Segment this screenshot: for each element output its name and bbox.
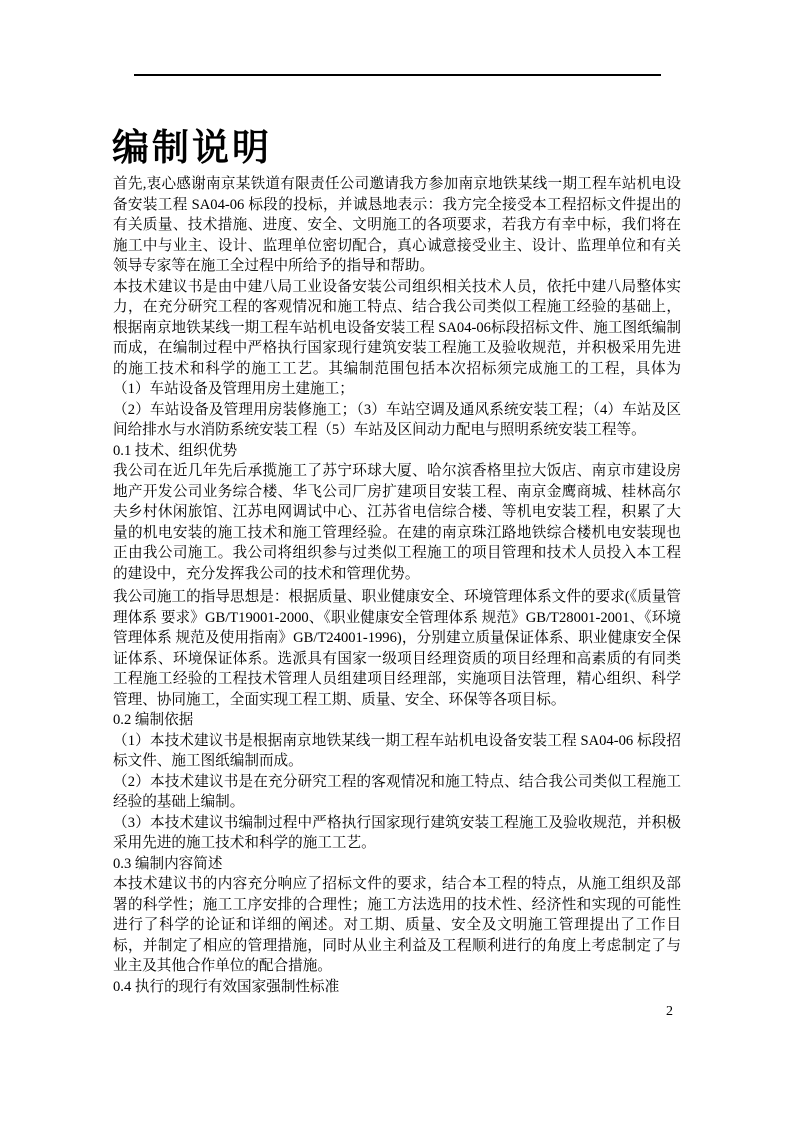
paragraph: 我公司施工的指导思想是：根据质量、职业健康安全、环境管理体系文件的要求(《质量管理体系 要求》GB/T19001-2000、《职业健康安全管理体系 规范》GB/T28001-2001、《环境管理体系 规范及使用指南》GB/T24001-1996)，分别建立质量保证体系、职业健康安全保证体系、环境保证体系。选派具有国家一级项目经理资质的项目经理和高素质的有同类工程施工经验的工程技术管理人员组建项目经理部，实施项目法管理，精心组织、科学管理、协同施工，全面实现工程工期、质量、安全、环保等各项目标。 — [113, 589, 681, 708]
paragraph: 本技术建议书的内容充分响应了招标文件的要求，结合本工程的特点，从施工组织及部署的科学性；施工工序安排的合理性；施工方法选用的技术性、经济性和实现的可能性进行了科学的论证和详细的阐述。对工期、质量、安全及文明施工管理提出了工作目标，并制定了相应的管理措施，同时从业主利益及工程顺利进行的角度上考虑制定了与业主及其他合作单位的配合措施。 — [113, 876, 681, 974]
page-number: 2 — [666, 1004, 673, 1019]
header-rule — [134, 74, 661, 76]
paragraph: （2）本技术建议书是在充分研究工程的客观情况和施工特点、结合我公司类似工程施工经验的基础上编制。 — [113, 773, 681, 810]
section-heading: 0.4 执行的现行有效国家强制性标准 — [113, 978, 340, 995]
paragraph: （3）本技术建议书编制过程中严格执行国家现行建筑安装工程施工及验收规范，并积极采用先进的施工技术和科学的施工工艺。 — [113, 814, 681, 851]
page-title: 编制说明 — [112, 127, 272, 169]
section-heading: 0.1 技术、组织优势 — [113, 442, 238, 459]
paragraph: （2）车站设备及管理用房装修施工；（3）车站空调及通风系统安装工程；（4）车站及区间给排水与水消防系统安装工程（5）车站及区间动力配电与照明系统安装工程等。 — [113, 401, 681, 438]
paragraph: （1）本技术建议书是根据南京地铁某线一期工程车站机电设备安装工程 SA04-06 标段招标文件、施工图纸编制而成。 — [113, 732, 681, 769]
document-body — [113, 174, 681, 997]
section-heading: 0.3 编制内容简述 — [113, 855, 223, 872]
paragraph: 我公司在近几年先后承揽施工了苏宁环球大厦、哈尔滨香格里拉大饭店、南京市建设房地产开发公司业务综合楼、华飞公司厂房扩建项目安装工程、南京金鹰商城、桂林高尔夫乡村休闲旅馆、江苏电网调试中心、江苏省电信综合楼、等机电安装工程，积累了大量的机电安装的施工技术和施工管理经验。在建的南京珠江路地铁综合楼机电安装现也正由我公司施工。我公司将组织参与过类似工程施工的项目管理和技术人员投入本工程的建设中，充分发挥我公司的技术和管理优势。 — [113, 463, 681, 582]
paragraph: 本技术建议书是由中建八局工业设备安装公司组织相关技术人员，依托中建八局整体实力，在充分研究工程的客观情况和施工特点、结合我公司类似工程施工经验的基础上，根据南京地铁某线一期工程车站机电设备安装工程 SA04-06标段招标文件、施工图纸编制而成，在编制过程中严格执行国家现行建筑安装工程施工及验收规范，并积极采用先进的施工技术和科学的施工工艺。其编制范围包括本次招标须完成施工的工程，具体为（1）车站设备及管理用房土建施工； — [113, 278, 681, 397]
section-heading: 0.2 编制依据 — [113, 712, 194, 728]
paragraph: 首先,衷心感谢南京某铁道有限责任公司邀请我方参加南京地铁某线一期工程车站机电设备安装工程 SA04-06 标段的投标，并诚恳地表示：我方完全接受本工程招标文件提出的有关质量、技术措施、进度、安全、文明施工的各项要求，若我方有幸中标，我们将在施工中与业主、设计、监理单位密切配合，真心诚意接受业主、设计、监理单位和有关领导专家等在施工全过程中所给予的指导和帮助。 — [113, 176, 681, 274]
